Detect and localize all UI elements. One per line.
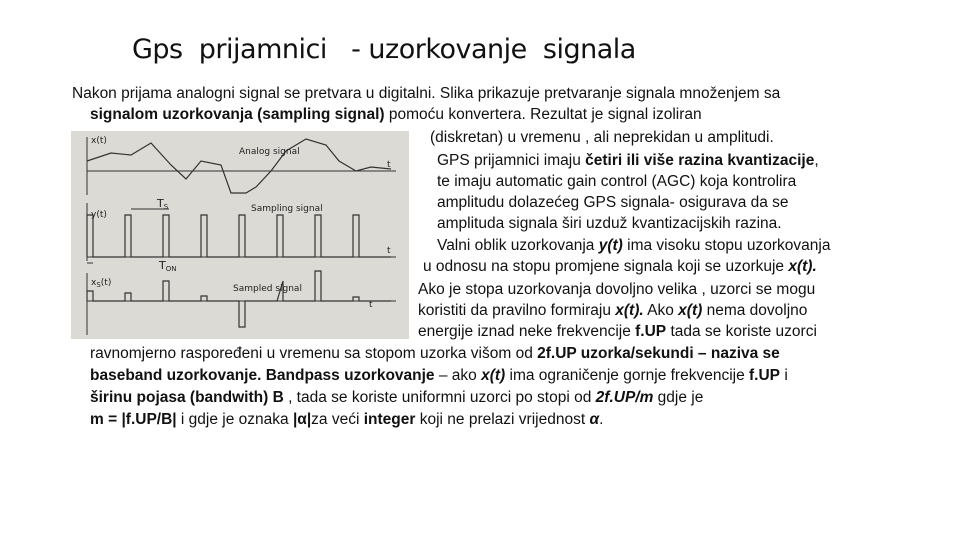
text-segment: y(t): [598, 237, 623, 254]
label-t-middle: t: [387, 246, 391, 256]
text-segment: gdje je: [653, 389, 704, 406]
text-segment: i: [780, 367, 788, 384]
text-segment: i gdje je oznaka: [176, 411, 293, 428]
text-segment: x(t).: [788, 258, 817, 275]
text-segment: koji ne prelazi vrijednost: [415, 411, 590, 428]
text-line-8: [437, 236, 830, 256]
text-segment: .: [599, 411, 604, 428]
text-segment: – ako: [434, 367, 482, 384]
text-segment: pomoću konvertera. Rezultat je signal izoliran: [384, 106, 702, 123]
text-segment: tada se koriste uzorci: [666, 323, 817, 340]
label-t-bottom: t: [369, 300, 373, 310]
text-line-13: [90, 344, 780, 364]
text-segment: f.UP: [635, 323, 667, 340]
text-segment: Ako je stopa uzorkovanja dovoljno velika , uzorci se mogu: [418, 281, 816, 298]
text-segment: ima visoku stopu uzorkovanja: [622, 237, 831, 254]
text-line-5: [437, 172, 796, 192]
text-segment: amplituda signala širi uzduž kvantizacijskih razina.: [437, 215, 782, 232]
text-segment: x(t): [481, 367, 506, 384]
label-ton: TON: [159, 259, 177, 273]
text-line-3: [430, 128, 774, 148]
text-line-7: [437, 214, 782, 234]
text-line-4: [437, 151, 819, 171]
text-segment: integer: [363, 411, 416, 428]
text-segment: amplitudu dolazećeg GPS signala- osigurava da se: [437, 194, 789, 211]
text-segment: u odnosu na stopu promjene signala koji se uzorkuje: [423, 258, 789, 275]
text-segment: četiri ili više razina kvantizacije: [585, 152, 815, 169]
text-segment: koristiti da pravilno formiraju: [418, 302, 616, 319]
label-ts: TS: [157, 197, 169, 211]
text-line-11: [418, 301, 807, 321]
text-line-2: [90, 105, 702, 125]
text-segment: GPS prijamnici imaju: [437, 152, 586, 169]
label-x-axis: x(t): [91, 136, 107, 146]
text-segment: (diskretan) u vremenu , ali neprekidan u amplitudi.: [430, 129, 774, 146]
text-segment: širinu pojasa (bandwith) B: [90, 389, 284, 406]
text-segment: m = |f.UP/B|: [90, 411, 177, 428]
text-segment: Nakon prijama analogni signal se pretvara u digitalni. Slika prikazuje pretvaranje signala množenjem sa: [72, 85, 781, 102]
text-line-14: [90, 366, 788, 386]
text-line-16: [90, 410, 603, 430]
figure-background: [71, 131, 409, 339]
text-segment: 2f.UP uzorka/sekundi – naziva se: [537, 345, 780, 362]
text-segment: signalom uzorkovanja (sampling signal): [90, 106, 385, 123]
text-segment: α: [589, 411, 600, 428]
label-sampled-signal: Sampled signal: [233, 284, 302, 294]
text-segment: za veći: [311, 411, 364, 428]
text-segment: x(t).: [615, 302, 644, 319]
text-segment: energije iznad neke frekvencije: [418, 323, 636, 340]
text-segment: nema dovoljno: [702, 302, 808, 319]
label-analog-signal: Analog signal: [239, 147, 300, 157]
text-line-15: [90, 388, 703, 408]
label-t-top: t: [387, 160, 391, 170]
text-segment: te imaju automatic gain control (AGC) koja kontrolira: [437, 173, 797, 190]
label-sampling-signal: Sampling signal: [251, 204, 323, 214]
sampling-figure: [71, 131, 409, 339]
text-segment: ima ograničenje gornje frekvencije: [505, 367, 750, 384]
text-segment: , tada se koriste uniformni uzorci po stopi od: [283, 389, 596, 406]
slide-title: Gps prijamnici - uzorkovanje signala: [132, 34, 636, 65]
text-segment: ,: [814, 152, 819, 169]
label-xs-axis: $x_S(t)$: [91, 278, 112, 289]
text-segment: x(t): [678, 302, 703, 319]
text-segment: 2f.UP/m: [595, 389, 654, 406]
text-segment: Ako: [643, 302, 679, 319]
label-y-axis: y(t): [91, 210, 107, 220]
text-segment: baseband uzorkovanje. Bandpass uzorkovanje: [90, 367, 435, 384]
text-line-10: [418, 280, 815, 300]
text-line-9: [423, 257, 817, 277]
text-line-1: [72, 84, 780, 104]
text-line-12: [418, 322, 817, 342]
text-segment: ravnomjerno raspoređeni u vremenu sa stopom uzorka višom od: [90, 345, 538, 362]
text-segment: Valni oblik uzorkovanja: [437, 237, 599, 254]
text-segment: f.UP: [749, 367, 781, 384]
text-segment: |α|: [292, 411, 312, 428]
text-line-6: [437, 193, 789, 213]
